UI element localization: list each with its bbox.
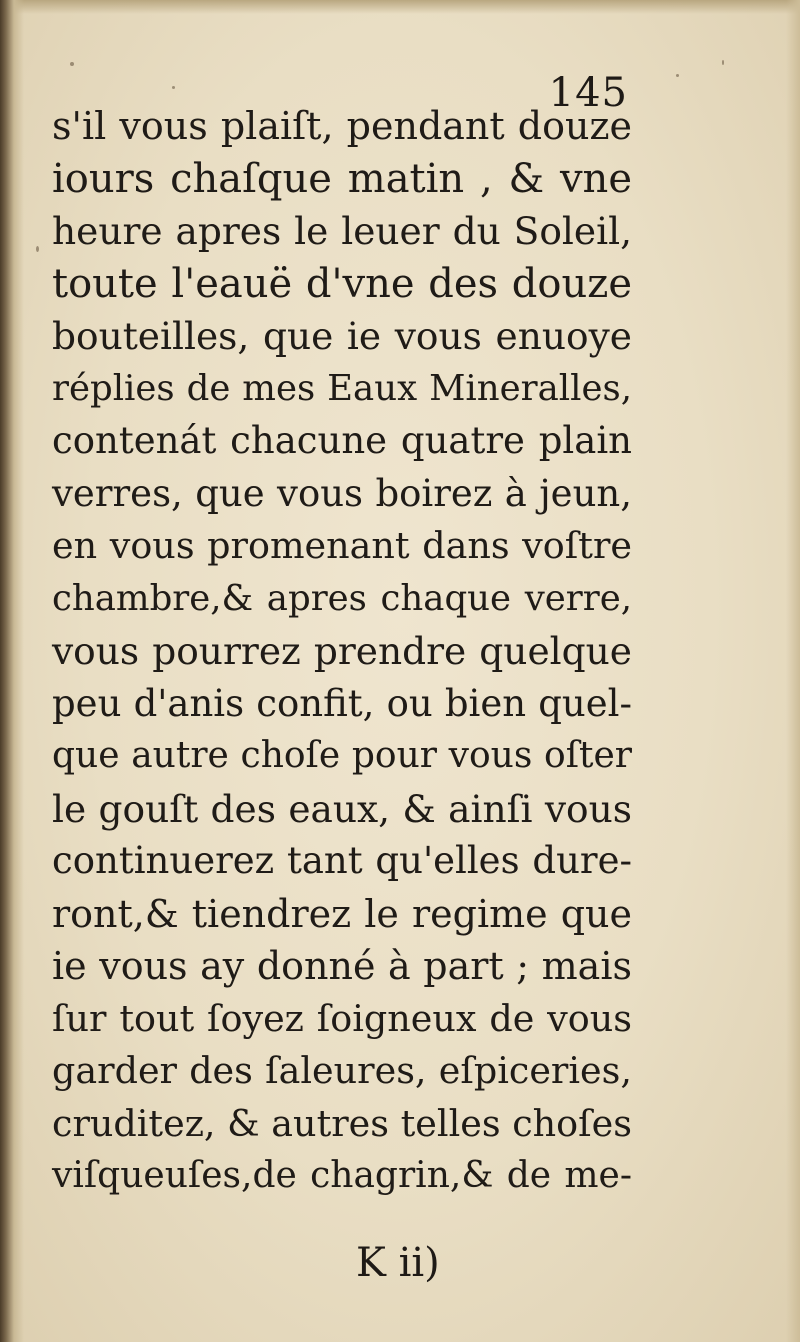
text-line: le gouſt des eaux, & ainſi vous [52,786,632,831]
page-binding-edge [0,0,24,1342]
text-line: contenát chacune quatre plain [52,419,632,462]
text-line: toute l'eauë d'vne des douze [52,260,632,307]
text-line: réplies de mes Eaux Mineralles, [52,367,632,409]
text-line: que autre choſe pour vous oſter [52,735,632,776]
text-line: viſqueuſes,de chagrin,& de me- [52,1155,632,1196]
paper-speck [172,86,175,89]
text-line: vous pourrez prendre quelque [52,629,632,673]
text-line: cruditez, & autres telles choſes [52,1101,632,1145]
text-line: chambre,& apres chaque verre, [52,577,632,619]
text-line: garder des ſaleures, eſpiceries, [52,1049,632,1092]
page-right-edge [786,0,800,1342]
paper-speck [70,62,74,66]
text-line: continuerez tant qu'elles dure- [52,839,632,882]
text-line: ie vous ay donné à part ; mais [52,944,632,988]
text-line: heure apres le leuer du Soleil, [52,209,632,253]
paper-speck [36,246,39,252]
text-line: bouteilles, que ie vous enuoye [52,314,632,358]
text-line: en vous promenant dans voſtre [52,524,632,567]
text-line: verres, que vous boirez à jeun, [52,471,632,515]
page-number: 145 [548,70,628,116]
paper-speck [676,74,679,77]
page-top-edge [0,0,800,14]
text-line: s'il vous plaiſt, pendant douze [52,104,632,148]
body-text [52,100,632,1203]
text-line: iours chaſque matin , & vne [52,155,632,202]
paper-speck [722,60,724,65]
text-line: peu d'anis confit, ou bien quel- [52,681,632,725]
signature-mark: K ii) [356,1240,440,1286]
text-line: ront,& tiendrez le regime que [52,891,632,936]
text-line: ſur tout ſoyez ſoigneux de vous [52,996,632,1040]
